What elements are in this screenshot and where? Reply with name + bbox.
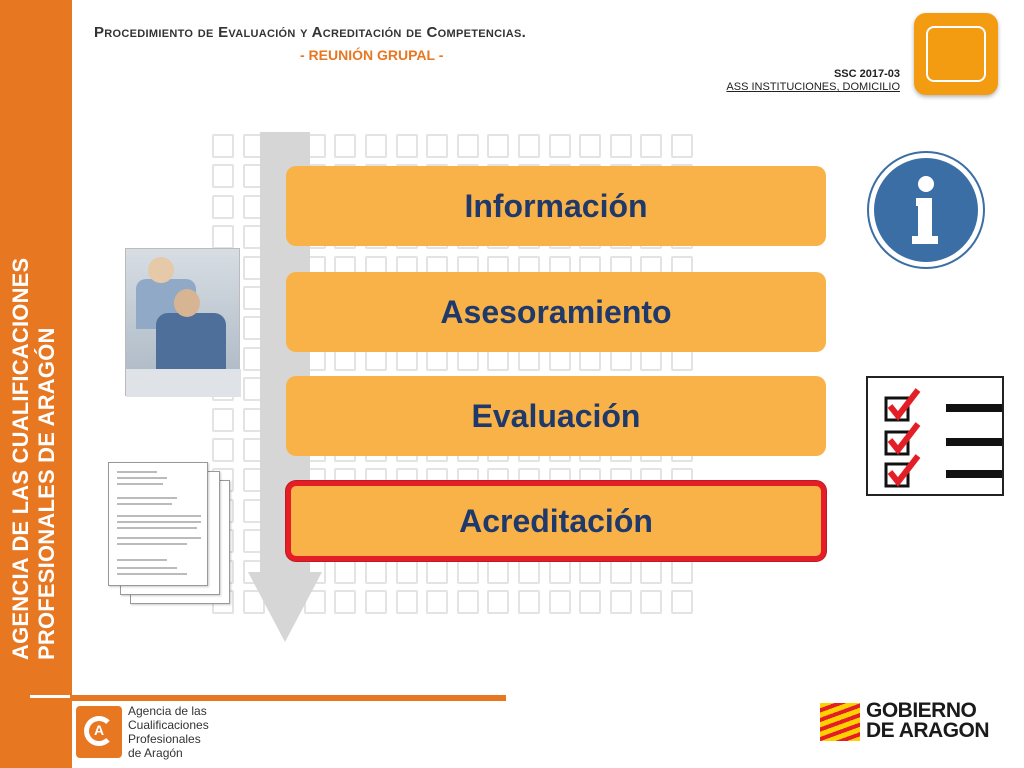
- sidebar-line-2: PROFESIONALES DE ARAGÓN: [34, 327, 59, 660]
- grid-cell: [212, 164, 234, 188]
- grid-cell: [518, 560, 540, 584]
- grid-cell: [396, 560, 418, 584]
- grid-cell: [579, 560, 601, 584]
- grid-cell: [426, 560, 448, 584]
- grid-cell: [549, 134, 571, 158]
- grid-cell: [334, 590, 356, 614]
- grid-cell: [671, 134, 693, 158]
- grid-cell: [610, 134, 632, 158]
- sidebar-divider: [30, 695, 70, 698]
- grid-cell: [212, 408, 234, 432]
- sidebar-agency-title: [8, 180, 68, 660]
- acpa-logo: A: [76, 706, 122, 758]
- grid-cell: [487, 590, 509, 614]
- step-asesoramiento[interactable]: Asesoramiento: [286, 272, 826, 352]
- grid-cell: [640, 134, 662, 158]
- grid-cell: [426, 134, 448, 158]
- grid-cell: [579, 134, 601, 158]
- document-page: [108, 462, 208, 586]
- grid-cell: [640, 560, 662, 584]
- agency-name-line: Agencia de las: [128, 704, 207, 718]
- gov-line-1: GOBIERNO: [866, 699, 977, 722]
- grid-cell: [365, 134, 387, 158]
- grid-cell: [396, 134, 418, 158]
- grid-cell: [334, 134, 356, 158]
- grid-cell: [212, 195, 234, 219]
- grid-cell: [365, 590, 387, 614]
- grid-cell: [549, 560, 571, 584]
- gobierno-aragon-logo: [820, 703, 860, 741]
- grid-cell: [457, 134, 479, 158]
- grid-cell: [579, 590, 601, 614]
- page-subtitle: - REUNIÓN GRUPAL -: [300, 47, 444, 63]
- gov-line-2: DE ARAGON: [866, 719, 990, 742]
- course-code: SSC 2017-03: [833, 68, 900, 80]
- grid-cell: [518, 590, 540, 614]
- app-icon: [914, 13, 998, 95]
- people-at-computer-photo: [125, 248, 240, 396]
- grid-cell: [487, 134, 509, 158]
- grid-cell: [518, 134, 540, 158]
- grid-cell: [610, 560, 632, 584]
- grid-cell: [610, 590, 632, 614]
- grid-cell: [457, 590, 479, 614]
- documents-stack-image: [108, 462, 234, 604]
- app-icon-frame: [926, 26, 986, 82]
- grid-cell: [212, 225, 234, 249]
- grid-cell: [212, 134, 234, 158]
- gobierno-aragon-wordmark: [866, 701, 989, 741]
- grid-cell: [457, 560, 479, 584]
- grid-cell: [640, 590, 662, 614]
- sidebar-line-1: AGENCIA DE LAS CUALIFICACIONES: [8, 257, 33, 660]
- grid-cell: [334, 560, 356, 584]
- agency-name-line: Profesionales: [128, 732, 201, 746]
- grid-cell: [365, 560, 387, 584]
- step-evaluacion[interactable]: Evaluación: [286, 376, 826, 456]
- agency-name-line: de Aragón: [128, 746, 183, 760]
- page-title: Procedimiento de Evaluación y Acreditación de Competencias.: [94, 24, 527, 41]
- photo-figure: [174, 289, 200, 317]
- grid-cell: [487, 560, 509, 584]
- info-icon: [866, 150, 986, 270]
- grid-cell: [671, 590, 693, 614]
- course-name-link[interactable]: ASS INSTITUCIONES, DOMICILIO: [726, 81, 900, 93]
- grid-cell: [671, 560, 693, 584]
- grid-cell: [549, 590, 571, 614]
- photo-figure: [148, 257, 174, 283]
- grid-cell: [396, 590, 418, 614]
- step-acreditacion[interactable]: Acreditación: [286, 481, 826, 561]
- step-informacion[interactable]: Información: [286, 166, 826, 246]
- checklist-icon: [866, 376, 1004, 496]
- agency-name-line: Cualificaciones: [128, 718, 209, 732]
- grid-cell: [212, 438, 234, 462]
- agency-name: [128, 704, 209, 760]
- photo-desk: [126, 369, 241, 397]
- grid-cell: [426, 590, 448, 614]
- footer-divider: [72, 695, 506, 701]
